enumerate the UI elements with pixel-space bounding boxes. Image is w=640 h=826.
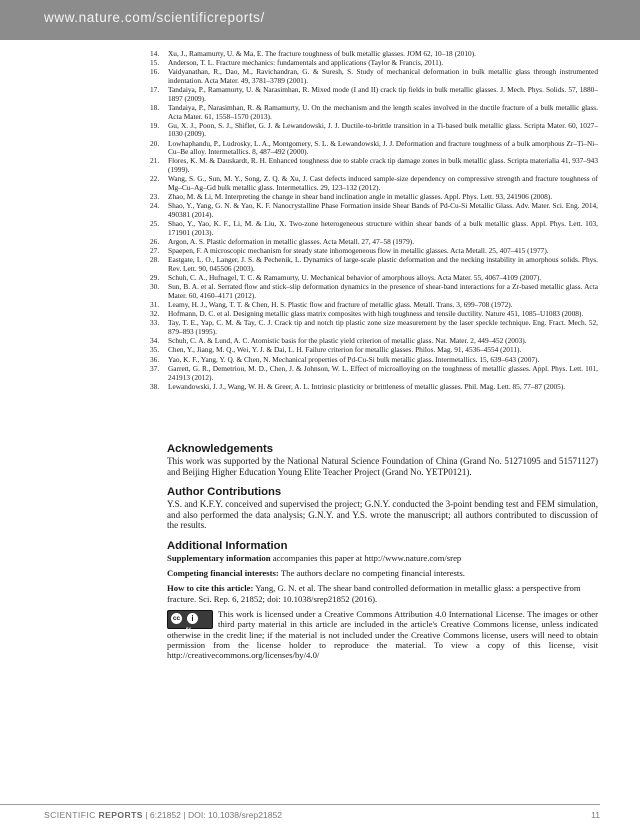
reference-text: Tay, T. E., Yap, C. M. & Tay, C. J. Crack tip and notch tip plastic zone size measurement by the laser speckle technique. Eng. Fract. Mech. 52, 879–893 (1995). (168, 318, 598, 337)
reference-text: Eastgate, L. O., Langer, J. S. & Pechenik, L. Dynamics of large-scale plastic deformation and the necking instability in amorphous solids. Phys. Rev. Lett. 90, 045506 (2003). (168, 255, 598, 273)
reference-text: Spaepen, F. A microscopic mechanism for steady state inhomogeneous flow in metallic glasses. Acta Metall. 25, 407–415 (1977). (168, 245, 549, 255)
reference-text: Schuh, C. A., Hufnagel, T. C. & Ramamurty, U. Mechanical behavior of amorphous alloys. Acta Mater. 55, 4067–4109 (2007). (168, 272, 542, 282)
reference-number: 17. (150, 85, 160, 95)
reference-text: Leamy, H. J., Wang, T. T. & Chen, H. S. Plastic flow and fracture of metallic glass. Metall. Trans. 3, 699–708 (1972). (168, 300, 513, 309)
reference-item (150, 175, 598, 192)
reference-text: Chen, Y., Jiang, M. Q., Wei, Y. J. & Dai, L. H. Failure criterion for metallic glasses. Philos. Mag. 91, 4536–4554 (2011). (168, 345, 522, 355)
reference-list (150, 50, 598, 392)
reference-text: Garrett, G. R., Demetriou, M. D., Chen, J. & Johnson, W. L. Effect of microalloying on the toughness of metallic glasses. Appl. Phys. Lett. 101, 241913 (2012). (168, 363, 598, 382)
supplementary-info (167, 553, 598, 563)
reference-number: 19. (150, 120, 160, 130)
reference-text: Hofmann, D. C. et al. Designing metallic glass matrix composites with high toughness and tensile ductility. Nature 451, 1085–U1083 (2008). (168, 309, 584, 319)
acknowledgements-heading: Acknowledgements (167, 443, 274, 455)
competing-text: The authors declare no competing financial interests. (280, 568, 465, 579)
reference-item (150, 104, 598, 121)
reference-text: Zhao, M. & Li, M. Interpreting the change in shear band inclination angle in metallic glasses. Appl. Phys. Lett. 93, 241906 (2008). (168, 191, 553, 201)
cc-icon: cc (172, 614, 181, 622)
reference-number: 36. (150, 354, 160, 364)
reference-item (150, 122, 598, 139)
reference-number: 31. (150, 300, 160, 309)
reference-item (150, 68, 598, 85)
additional-information-heading: Additional Information (167, 539, 288, 552)
reference-number: 30. (150, 282, 160, 292)
journal-brand (44, 810, 143, 820)
footer-divider (0, 804, 600, 805)
competing-interests (167, 568, 598, 578)
reference-item (150, 86, 598, 103)
cite-text: Yang, G. N. et al. The shear band controlled deformation in metallic glass: a perspective from fracture. Sci. Rep. 6, 21852; doi: 10.1038/srep21852 (2016). (167, 583, 581, 604)
reference-text: Shao, Y., Yang, G. N. & Yao, K. F. Nanocrystalline Phase Formation inside Shear Bands of Pd-Cu-Si Metallic Glass. Adv. Mater. Sci. Eng. 2014, 490381 (2014). (168, 201, 598, 219)
reference-number: 15. (150, 58, 160, 68)
supplementary-label: Supplementary information (167, 552, 271, 563)
reference-number: 21. (150, 156, 160, 166)
reference-text: Anderson, T. L. Fracture mechanics: fundamentals and applications (Taylor & Francis, 2011). (168, 58, 444, 68)
footer-citation (44, 810, 282, 820)
footer-doi: | 6:21852 | DOI: 10.1038/srep21852 (142, 810, 283, 820)
reference-text: Lewandowski, J. J., Wang, W. H. & Greer, A. L. Intrinsic plasticity or brittleness of metallic glasses. Phil. Mag. Lett. 85, 77–87 (2005). (168, 381, 566, 391)
reference-text: Xu, J., Ramamurty, U. & Ma, E. The fracture toughness of bulk metallic glasses. JOM 62, 10–18 (2010). (168, 49, 476, 58)
competing-label: Competing financial interests: (167, 568, 279, 579)
cite-label: How to cite this article: (167, 583, 254, 594)
reference-text: Schuh, C. A. & Lund, A. C. Atomistic basis for the plastic yield criterion of metallic glass. Nat. Mater. 2, 449–452 (2003). (168, 336, 527, 346)
reference-text: Yao, K. F., Yang, Y. Q. & Chen, N. Mechanical properties of Pd-Cu-Si bulk metallic glass. Intermetallics. 15, 639–643 (2007). (168, 354, 540, 364)
acknowledgements-section (167, 443, 598, 477)
cite-article (167, 583, 598, 603)
reference-text: Lowhaphandu, P., Ludrosky, L. A., Montgomery, S. L. & Lewandowski, J. J. Deformation and fracture toughness of a bulk amorphous Zr–Ti–Ni–Cu–Be alloy. Intermetallics. 8, 487–492 (2000). (168, 138, 598, 157)
reference-text: Tandaiya, P., Ramamurty, U. & Narasimhan, R. Mixed mode (I and II) crack tip fields in bulk metallic glasses. J. Mech. Phys. Solids. 57, 1880–1897 (2009). (168, 85, 598, 103)
reference-number: 18. (150, 103, 160, 113)
reference-item (150, 140, 598, 157)
reference-number: 28. (150, 255, 160, 265)
back-matter (167, 443, 598, 670)
license-text: This work is licensed under a Creative Commons Attribution 4.0 International License. The images or other third party material in this article are included in the article's Creative Commons license, unless indicated otherwise in the credit line; if the material is not included under the Creative Commons license, users will need to obtain permission from the license holder to reproduce the material. To view a copy of this license, visit http://creativecommons.org/licenses/by/4.0/ (167, 608, 598, 661)
reference-number: 27. (150, 245, 160, 255)
reference-item (150, 383, 598, 392)
reference-number: 16. (150, 67, 160, 77)
reference-text: Sun, B. A. et al. Serrated flow and stick–slip deformation dynamics in the presence of shear-band interactions for a Zr-based metallic glass. Acta Mater. 60, 4160–4171 (2012). (168, 282, 598, 300)
brand-light: SCIENTIFIC (44, 810, 96, 820)
reference-text: Wang, S. G., Sun, M. Y., Song, Z. Q. & Xu, J. Cast defects induced sample-size dependency on compressive strength and fracture toughness of Mg–Cu–Ag–Gd bulk metallic glass. Intermetallics. 29, 123–132 (2012). (168, 174, 598, 192)
supplementary-text[interactable]: accompanies this paper at http://www.nature.com/srep (272, 552, 462, 563)
license-block (167, 609, 598, 661)
reference-number: 23. (150, 191, 160, 201)
header-bar (0, 0, 640, 40)
reference-number: 38. (150, 381, 160, 391)
reference-number: 24. (150, 201, 160, 211)
acknowledgements-text: This work was supported by the National Natural Science Foundation of China (Grand No. 51271095 and 51571127) and Beijing Higher Education Young Elite Teacher Project (Grand No. YETP0121). (167, 456, 598, 477)
by-label: BY (186, 626, 191, 631)
reference-item (150, 365, 598, 382)
reference-text: Vaidyanathan, R., Dao, M., Ravichandran, G. & Suresh, S. Study of mechanical deformation in bulk metallic glass through instrumented indentation. Acta Mater. 49, 3781–3789 (2001). (168, 67, 598, 86)
reference-number: 26. (150, 236, 160, 246)
reference-item (150, 220, 598, 237)
reference-number: 33. (150, 318, 160, 328)
brand-bold: REPORTS (98, 810, 143, 820)
reference-number: 35. (150, 345, 160, 355)
reference-text: Argon, A. S. Plastic deformation in metallic glasses. Acta Metall. 27, 47–58 (1979). (168, 236, 415, 246)
author-contributions-heading: Author Contributions (167, 486, 282, 499)
additional-information-section (167, 540, 598, 661)
reference-item (150, 256, 598, 273)
reference-number: 25. (150, 218, 160, 228)
person-icon: i (187, 613, 198, 624)
author-contributions-section (167, 486, 598, 531)
reference-number: 22. (150, 174, 160, 184)
page-number: 11 (591, 810, 600, 820)
reference-text: Tandaiya, P., Narasimhan, R. & Ramamurty, U. On the mechanism and the length scales involved in the ductile fracture of a bulk metallic glass. Acta Mater. 61, 1558–1570 (2013). (168, 103, 598, 121)
header-url[interactable]: www.nature.com/scientificreports/ (44, 10, 265, 25)
reference-number: 37. (150, 363, 160, 373)
cc-by-license-icon[interactable] (167, 610, 213, 629)
reference-number: 32. (150, 309, 160, 319)
reference-number: 34. (150, 336, 160, 346)
reference-number: 14. (150, 49, 160, 58)
reference-item (150, 319, 598, 336)
author-contributions-text: Y.S. and K.F.Y. conceived and supervised the project; G.N.Y. conducted the 3-point bending test and FEM simulation, and also performed the data analysis; G.N.Y. and Y.S. wrote the manuscript; all authors contributed to discussion of the results. (167, 499, 598, 531)
reference-item (150, 157, 598, 174)
reference-number: 29. (150, 272, 160, 282)
reference-text: Flores, K. M. & Dauskardt, R. H. Enhanced toughness due to stable crack tip damage zones in bulk metallic glass. Scripta materialia 41, 937–943 (1999). (168, 156, 598, 174)
reference-item (150, 202, 598, 219)
reference-item (150, 283, 598, 300)
reference-text: Gu, X. J., Poon, S. J., Shiflet, G. J. & Lewandowski, J. J. Ductile-to-brittle transition in a Ti-based bulk metallic glass. Scripta Mater. 60, 1027–1030 (2009). (168, 120, 598, 139)
reference-text: Shao, Y., Yao, K. F., Li, M. & Liu, X. Two-zone heterogeneous structure within shear bands of a bulk metallic glass. Appl. Phys. Lett. 103, 171901 (2013). (168, 218, 598, 237)
reference-number: 20. (150, 138, 160, 148)
